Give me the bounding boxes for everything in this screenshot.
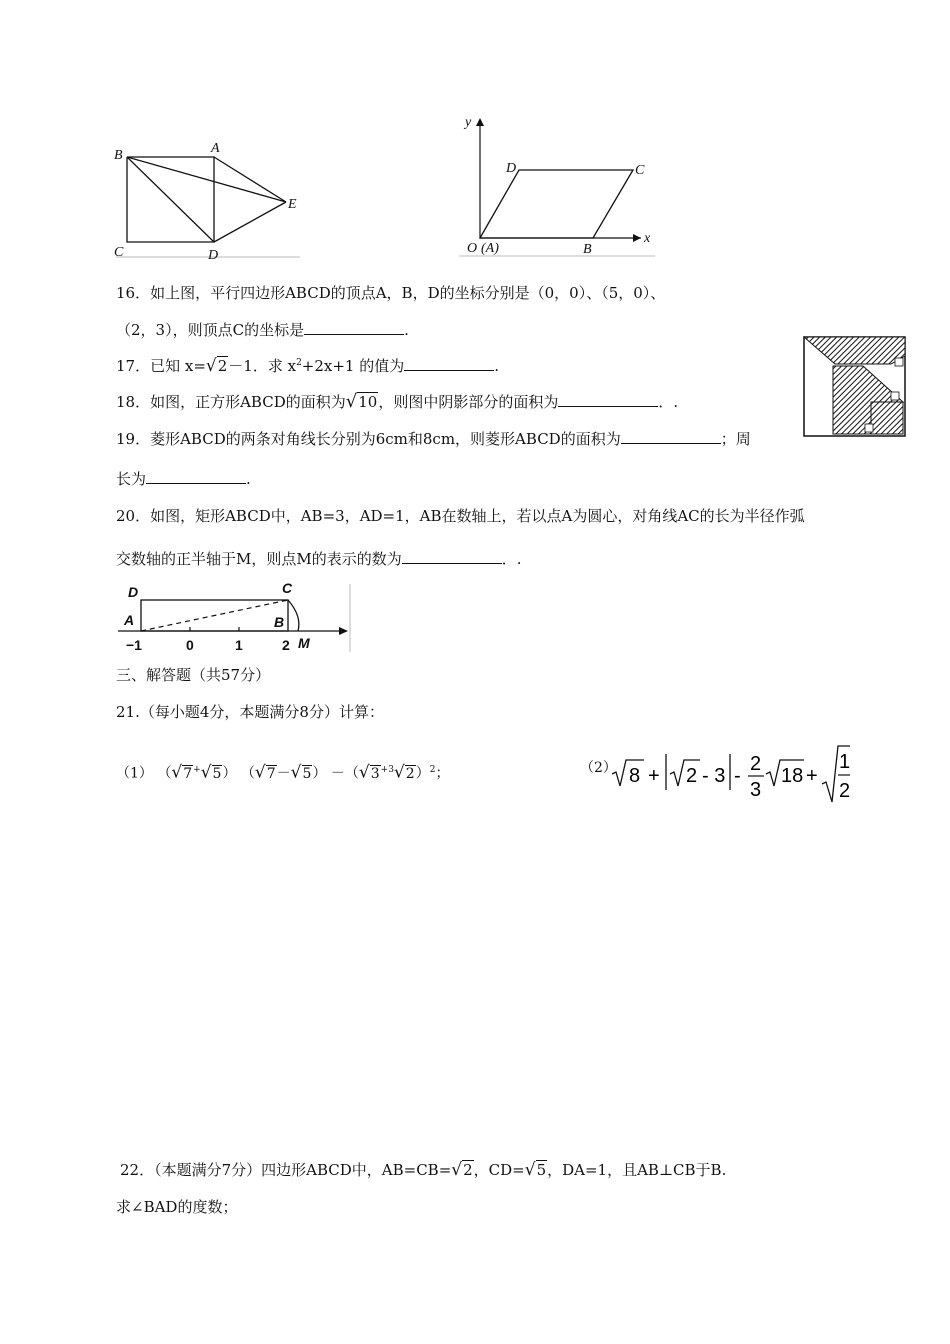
label-c: C <box>635 163 645 178</box>
square-figure <box>110 135 310 265</box>
tick-zero: 0 <box>186 637 194 653</box>
question-16-line1: 16．如上图，平行四边形ABCD的顶点A，B，D的坐标分别是（0，0）、（5，0）、 <box>116 284 666 302</box>
question-21-part1: （1） （√7+√5） $(√7-√5) -(√3^{+3}√2)^2$； <box>116 762 450 783</box>
tick-one: 1 <box>235 637 243 653</box>
question-20-line1: 20．如图，矩形ABCD中，AB=3，AD=1，AB在数轴上，若以点A为圆心，对角线AC的长为半径作弧 <box>116 507 805 525</box>
svg-text:1: 1 <box>839 751 850 773</box>
svg-text:+: + <box>648 765 660 787</box>
section-heading: 三、解答题（共57分） <box>116 666 271 684</box>
svg-text:+: + <box>806 765 818 787</box>
question-19-line1: 19．菱形ABCD的两条对角线长分别为6cm和8cm，则菱形ABCD的面积为 ；周 <box>116 427 751 449</box>
question-16-line2: （2，3），则顶点C的坐标是 . <box>116 318 409 340</box>
question-22-line2: 求∠BAD的度数； <box>116 1198 238 1216</box>
label-a: A <box>124 612 135 628</box>
shaded-square-figure <box>803 336 907 438</box>
label-o: O <box>467 241 478 256</box>
question-18: 18．如图，正方形ABCD的面积为√10，则图中阴影部分的面积为 ．. <box>116 391 679 412</box>
answer-blank[interactable] <box>404 354 494 371</box>
label-x: x <box>644 231 651 246</box>
label-c: C <box>282 580 293 596</box>
label-d: D <box>208 248 219 263</box>
svg-text:-: - <box>734 765 741 787</box>
label-d: D <box>506 161 517 176</box>
label-d: D <box>128 584 139 600</box>
label-m: M <box>298 635 310 651</box>
question-20-line2: 交数轴的正半轴于M，则点M的表示的数为 ．. <box>116 547 522 569</box>
question-19-line2: 长为 . <box>116 467 251 489</box>
answer-blank[interactable] <box>558 390 658 407</box>
label-y: y <box>465 115 472 130</box>
tick-two: 2 <box>282 637 290 653</box>
question-22-line1: 22．（本题满分7分）四边形ABCD中，AB=CB=√2，CD=√5，DA=1，且AB⊥CB于B. <box>120 1160 727 1180</box>
answer-blank[interactable] <box>621 427 721 444</box>
label-e: E <box>288 197 297 212</box>
axes-figure <box>455 112 665 262</box>
svg-text:8: 8 <box>629 765 641 787</box>
numberline-figure <box>114 578 354 656</box>
answer-blank[interactable] <box>402 547 502 564</box>
label-c: C <box>114 245 124 260</box>
svg-text:2: 2 <box>750 753 762 775</box>
tick-minus-one: −1 <box>126 637 142 653</box>
svg-text:2: 2 <box>839 780 850 802</box>
label-b: B <box>274 614 285 630</box>
label-b: B <box>583 242 592 257</box>
label-a: (A) <box>481 241 499 256</box>
question-21-title: 21.（每小题4分，本题满分8分）计算： <box>116 703 384 721</box>
label-b: B <box>114 148 123 163</box>
answer-blank[interactable] <box>146 467 246 484</box>
svg-text:3: 3 <box>750 779 762 801</box>
label-a: A <box>211 141 220 156</box>
svg-text:2: 2 <box>686 765 698 787</box>
svg-text:- 3: - 3 <box>702 765 726 787</box>
answer-blank[interactable] <box>304 318 404 335</box>
question-17: 17．已知 x=√2－1．求 $x^2+2x+1$ 的值为 . <box>116 356 500 376</box>
svg-text:18: 18 <box>781 765 804 787</box>
